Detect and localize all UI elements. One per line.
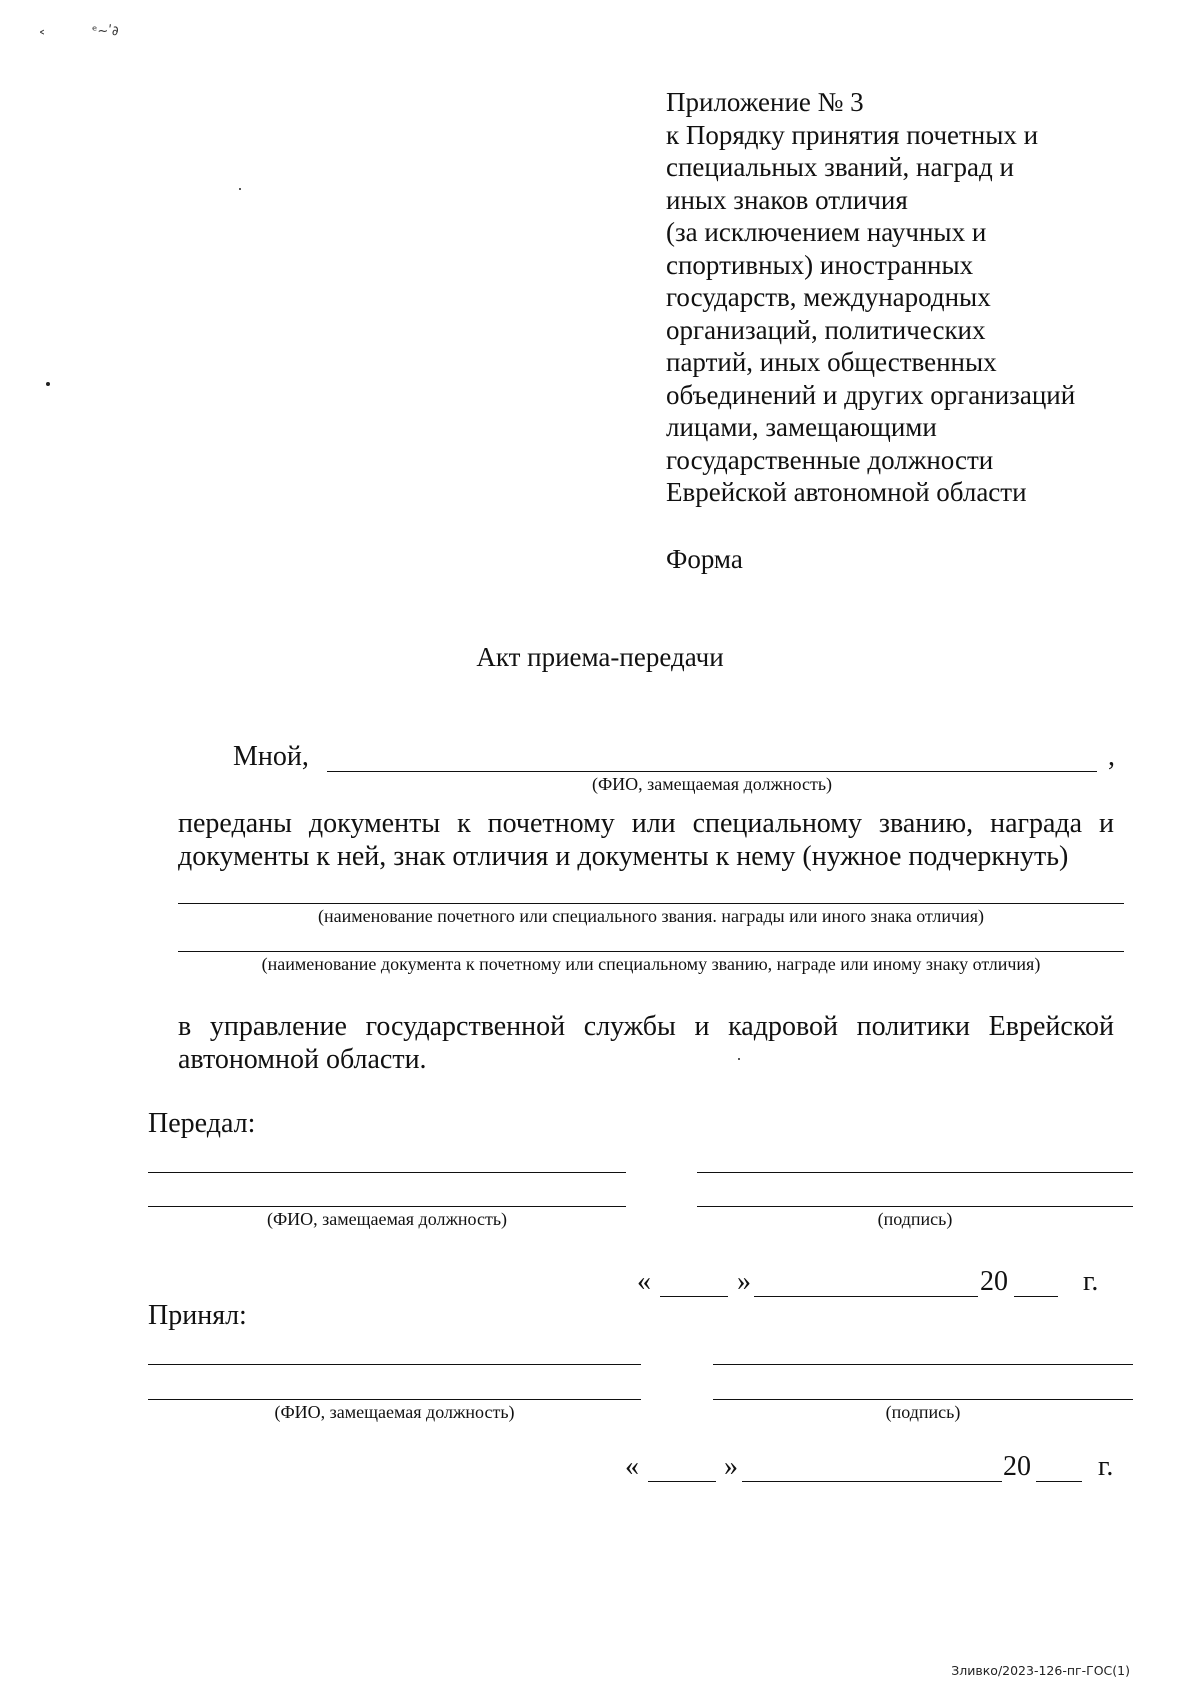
appendix-line: государственные должности <box>666 444 994 475</box>
received-signature-line-2[interactable] <box>713 1399 1133 1400</box>
handed-fio-line-1[interactable] <box>148 1172 626 1173</box>
handed-signature-line-2[interactable] <box>697 1206 1133 1207</box>
received-date-year-line[interactable] <box>1036 1481 1082 1482</box>
handed-date-year-prefix: 20 <box>980 1266 1008 1297</box>
handed-date-close-quote: » <box>737 1266 751 1297</box>
destination-paragraph: в управление государственной службы и кадровой политики Еврейской автономной области. <box>178 1011 1114 1075</box>
handed-date-open-quote: « <box>637 1266 651 1297</box>
award-caption: (наименование почетного или специального звания. награды или иного знака отличия) <box>318 906 984 926</box>
received-date-day-line[interactable] <box>648 1481 716 1482</box>
received-date-close-quote: » <box>724 1451 738 1482</box>
appendix-line: к Порядку принятия почетных и <box>666 119 1039 150</box>
appendix-line: организаций, политических <box>666 314 986 345</box>
handed-date-day-line[interactable] <box>660 1296 728 1297</box>
appendix-line: лицами, замещающими <box>666 412 937 442</box>
scan-speck <box>239 188 241 190</box>
handed-signature-line-1[interactable] <box>697 1172 1133 1173</box>
appendix-line: иных знаков отличия <box>666 184 908 215</box>
handed-label: Передал: <box>148 1108 256 1139</box>
received-date-open-quote: « <box>625 1451 639 1482</box>
scan-mark-arrow: ˂ <box>38 28 46 47</box>
award-name-line[interactable] <box>178 903 1124 904</box>
document-title: Акт приема-передачи <box>476 642 724 672</box>
received-signature-caption: (подпись) <box>885 1402 961 1422</box>
mnoy-comma: , <box>1108 741 1115 772</box>
appendix-line: Приложение № 3 <box>666 87 864 117</box>
appendix-line: объединений и других организаций <box>666 379 1076 410</box>
appendix-block <box>666 86 1136 509</box>
form-label: Форма <box>666 544 743 574</box>
appendix-line: (за исключением научных и <box>666 217 987 247</box>
handed-fio-line-2[interactable] <box>148 1206 626 1207</box>
mnoy-label: Мной, <box>233 741 309 772</box>
appendix-line: спортивных) иностранных <box>666 249 974 280</box>
received-date-year-suffix: г. <box>1098 1451 1114 1482</box>
transfer-paragraph: переданы документы к почетному или специальному званию, награда и документы к ней, знак отличия и документы к нему (нужное подчеркнуть) <box>178 808 1114 872</box>
document-caption: (наименование документа к почетному или специальному званию, награде или иному знаку отличия) <box>261 954 1041 974</box>
received-fio-caption: (ФИО, замещаемая должность) <box>274 1402 515 1422</box>
document-name-line[interactable] <box>178 951 1124 952</box>
handed-fio-caption: (ФИО, замещаемая должность) <box>266 1209 508 1229</box>
footer-document-code: Зливко/2023-126-пг-ГОС(1) <box>951 1663 1130 1678</box>
handed-date-year-suffix: г. <box>1083 1266 1099 1297</box>
appendix-line: партий, иных общественных <box>666 347 997 377</box>
received-fio-line-1[interactable] <box>148 1364 641 1365</box>
received-label: Принял: <box>148 1300 247 1331</box>
received-date-month-line[interactable] <box>742 1481 1002 1482</box>
appendix-line: Еврейской автономной области <box>666 477 1027 507</box>
handed-date-month-line[interactable] <box>754 1296 978 1297</box>
appendix-line: специальных званий, наград и <box>666 152 1014 182</box>
received-signature-line-1[interactable] <box>713 1364 1133 1365</box>
received-fio-line-2[interactable] <box>148 1399 641 1400</box>
scan-speck <box>46 382 50 386</box>
received-date-year-prefix: 20 <box>1003 1451 1031 1482</box>
appendix-line: государств, международных <box>666 282 991 312</box>
mnoy-fill-line[interactable] <box>327 771 1097 772</box>
handed-date-year-line[interactable] <box>1014 1296 1058 1297</box>
scan-mark: ᵉ~ʹ∂ <box>92 24 119 39</box>
handed-signature-caption: (подпись) <box>877 1209 953 1229</box>
mnoy-caption: (ФИО, замещаемая должность) <box>591 774 833 794</box>
